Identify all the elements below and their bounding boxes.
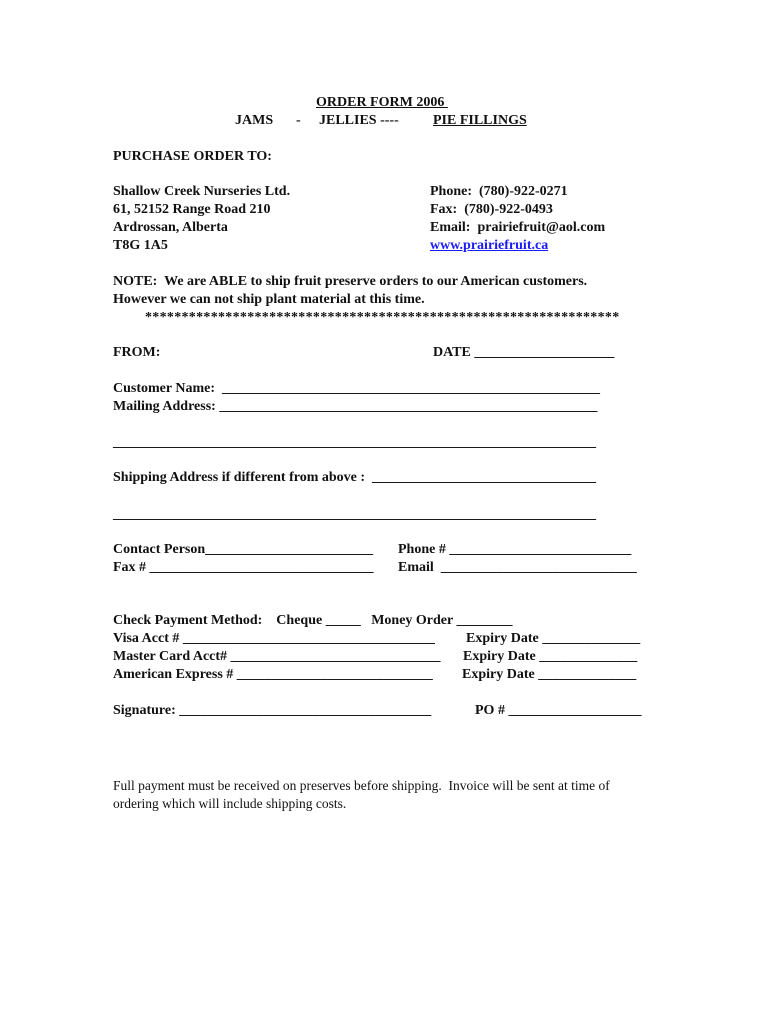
- note-line-1: NOTE: We are ABLE to ship fruit preserve orders to our American customers.: [113, 274, 588, 289]
- fax-field[interactable]: Fax # ________________________________: [113, 560, 374, 575]
- shipping-address-blank-line[interactable]: _____________________________________________________________________: [113, 507, 596, 522]
- amex-account-field[interactable]: American Express # ____________________________: [113, 667, 433, 682]
- company-fax: Fax: (780)-922-0493: [430, 202, 553, 217]
- note-line-2: However we can not ship plant material at this time.: [113, 292, 425, 307]
- phone-field[interactable]: Phone # __________________________: [398, 542, 632, 557]
- mailing-address-blank-line[interactable]: _____________________________________________________________________: [113, 435, 596, 450]
- form-title: ORDER FORM 2006: [316, 95, 448, 110]
- signature-field[interactable]: Signature: ____________________________________: [113, 703, 432, 718]
- separator-stars: *****************************************************************: [145, 310, 620, 325]
- header-pie-fillings: PIE FILLINGS: [433, 113, 527, 128]
- amex-expiry-field[interactable]: Expiry Date ______________: [462, 667, 637, 682]
- mailing-address-field[interactable]: Mailing Address: ______________________________________________________: [113, 399, 598, 414]
- date-field[interactable]: DATE ____________________: [433, 345, 615, 360]
- footer-note-line-2: ordering which will include shipping costs.: [113, 796, 347, 811]
- visa-expiry-field[interactable]: Expiry Date ______________: [466, 631, 641, 646]
- company-postal-code: T8G 1A5: [113, 238, 168, 253]
- header-jellies: JELLIES ----: [319, 113, 399, 128]
- company-address-line1: 61, 52152 Range Road 210: [113, 202, 271, 217]
- customer-name-field[interactable]: Customer Name: ______________________________________________________: [113, 381, 600, 396]
- email-field[interactable]: Email ____________________________: [398, 560, 637, 575]
- company-name: Shallow Creek Nurseries Ltd.: [113, 184, 291, 199]
- company-email: Email: prairiefruit@aol.com: [430, 220, 606, 235]
- mastercard-expiry-field[interactable]: Expiry Date ______________: [463, 649, 638, 664]
- footer-note-line-1: Full payment must be received on preserves before shipping. Invoice will be sent at time of: [113, 778, 610, 793]
- company-address-line2: Ardrossan, Alberta: [113, 220, 228, 235]
- header-dash: -: [296, 113, 301, 128]
- company-phone: Phone: (780)-922-0271: [430, 184, 568, 199]
- from-label: FROM:: [113, 345, 161, 360]
- visa-account-field[interactable]: Visa Acct # ____________________________________: [113, 631, 435, 646]
- check-payment-method-field[interactable]: Check Payment Method: Cheque _____ Money Order ________: [113, 613, 513, 628]
- company-website-link[interactable]: www.prairiefruit.ca: [430, 238, 549, 253]
- mastercard-account-field[interactable]: Master Card Acct# ______________________________: [113, 649, 441, 664]
- purchase-order-to-label: PURCHASE ORDER TO:: [113, 149, 272, 164]
- shipping-address-field[interactable]: Shipping Address if different from above : ________________________________: [113, 470, 597, 485]
- po-number-field[interactable]: PO # ___________________: [475, 703, 642, 718]
- header-jams: JAMS: [235, 113, 274, 128]
- contact-person-field[interactable]: Contact Person________________________: [113, 542, 374, 557]
